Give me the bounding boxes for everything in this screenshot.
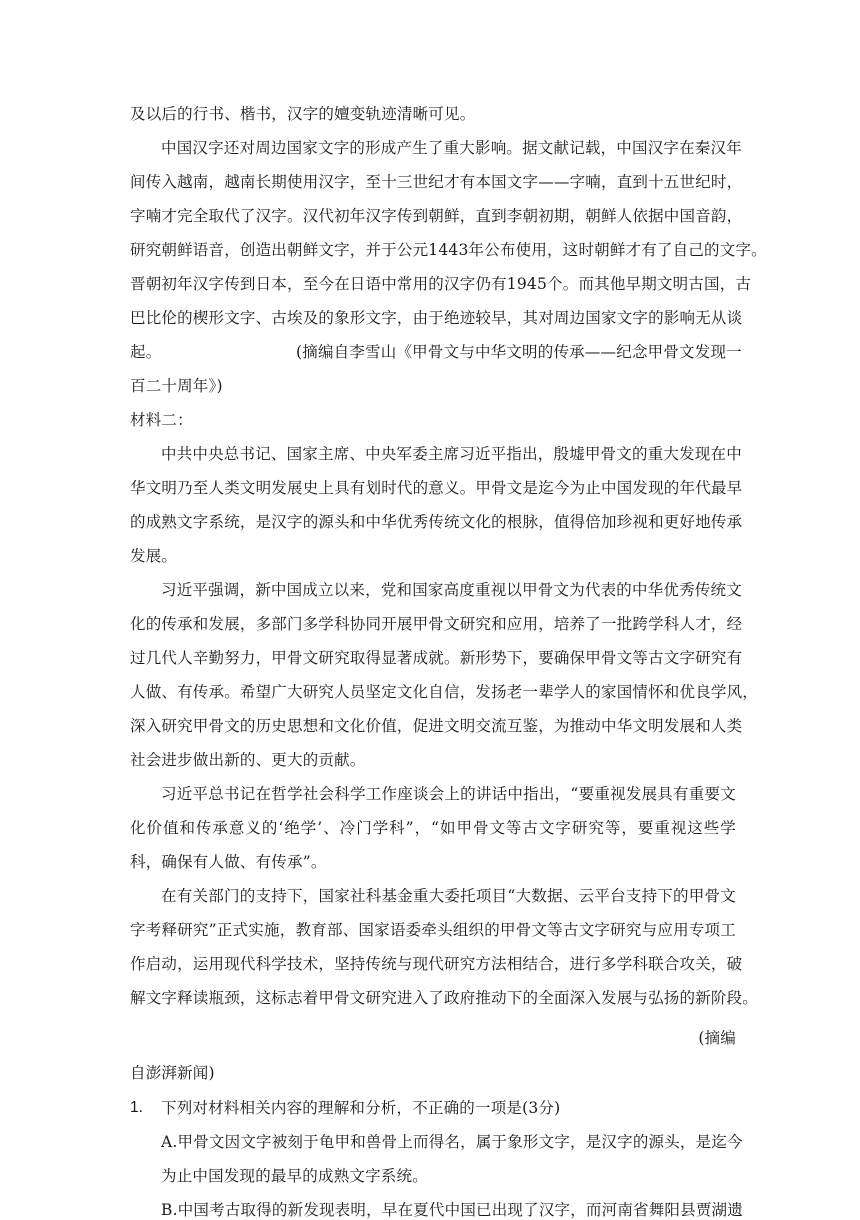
source-citation: (摘编 — [698, 1029, 736, 1047]
text-line: 华文明乃至人类文明发展史上具有划时代的意义。甲骨文是迄今为止中国发现的年代最早 — [130, 479, 743, 497]
text-line: 晋朝初年汉字传到日本，至今在日语中常用的汉字仍有1945个。而其他早期文明古国，古 — [130, 275, 752, 293]
text-line: 起。 — [130, 343, 162, 361]
paragraph-start: 在有关部门的支持下，国家社科基金重大委托项目“大数据、云平台支持下的甲骨文 — [161, 887, 736, 905]
option-b: B.中国考古取得的新发现表明，早在夏代中国已出现了汉字，而河南省舞阳县贾湖遗 — [161, 1201, 743, 1219]
text-line: 间传入越南，越南长期使用汉字，至十三世纪才有本国文字——字喃，直到十五世纪时， — [130, 173, 743, 191]
option-a-cont: 为止中国发现的最早的成熟文字系统。 — [161, 1167, 428, 1185]
text-line: 过几代人辛勤努力，甲骨文研究取得显著成就。新形势下，要确保甲骨文等古文字研究有 — [130, 649, 743, 667]
source-citation-cont: 百二十周年》) — [130, 377, 223, 395]
text-line: 科，确保有人做、有传承”。 — [130, 853, 327, 871]
question-number: 1. — [130, 1099, 143, 1116]
text-line: 字考释研究”正式实施，教育部、国家语委牵头组织的甲骨文等古文字研究与应用专项工 — [130, 921, 736, 939]
text-line: 巴比伦的楔形文字、古埃及的象形文字，由于绝迹较早，其对周边国家文字的影响无从谈 — [130, 309, 743, 327]
paragraph-start: 中国汉字还对周边国家文字的形成产生了重大影响。据文献记载，中国汉字在秦汉年 — [161, 139, 742, 157]
text-line: 研究朝鲜语音，创造出朝鲜文字，并于公元1443年公布使用，这时朝鲜才有了自己的文字。 — [130, 241, 767, 259]
text-line: 深入研究甲骨文的历史思想和文化价值，促进文明交流互鉴，为推动中华文明发展和人类 — [130, 717, 743, 735]
source-citation: (摘编自李雪山《甲骨文与中华文明的传承——纪念甲骨文发现一 — [296, 343, 742, 361]
paragraph-start: 中共中央总书记、国家主席、中央军委主席习近平指出，殷墟甲骨文的重大发现在中 — [161, 445, 742, 463]
text-line: 化价值和传承意义的‘绝学’、冷门学科”，“如甲骨文等古文字研究等，要重视这些学 — [130, 819, 736, 837]
text-line: 字喃才完全取代了汉字。汉代初年汉字传到朝鲜，直到李朝初期，朝鲜人依据中国音韵， — [130, 207, 743, 225]
text-line: 社会进步做出新的、更大的贡献。 — [130, 751, 366, 769]
text-line: 及以后的行书、楷书，汉字的嬗变轨迹清晰可见。 — [130, 105, 476, 123]
text-line: 化的传承和发展，多部门多学科协同开展甲骨文研究和应用，培养了一批跨学科人才，经 — [130, 615, 743, 633]
paragraph-start: 习近平强调，新中国成立以来，党和国家高度重视以甲骨文为代表的中华优秀传统文 — [161, 581, 742, 599]
text-line: 人做、有传承。希望广大研究人员坚定文化自信，发扬老一辈学人的家国情怀和优良学风， — [130, 683, 759, 701]
text-line: 发展。 — [130, 547, 178, 565]
question-stem: 下列对材料相关内容的理解和分析，不正确的一项是(3分) — [161, 1099, 561, 1117]
text-line: 的成熟文字系统，是汉字的源头和中华优秀传统文化的根脉，值得倍加珍视和更好地传承 — [130, 513, 743, 531]
option-a: A.甲骨文因文字被刻于龟甲和兽骨上而得名，属于象形文字，是汉字的源头，是迄今 — [161, 1133, 743, 1151]
text-line: 解文字释读瓶颈，这标志着甲骨文研究进入了政府推动下的全面深入发展与弘扬的新阶段。 — [130, 989, 759, 1007]
paragraph-start: 习近平总书记在哲学社会科学工作座谈会上的讲话中指出，“要重视发展具有重要文 — [161, 785, 736, 803]
section-heading: 材料二： — [130, 411, 193, 429]
source-citation-cont: 自澎湃新闻) — [130, 1064, 215, 1082]
text-line: 作启动，运用现代科学技术，坚持传统与现代研究方法相结合，进行多学科联合攻关，破 — [130, 955, 743, 973]
